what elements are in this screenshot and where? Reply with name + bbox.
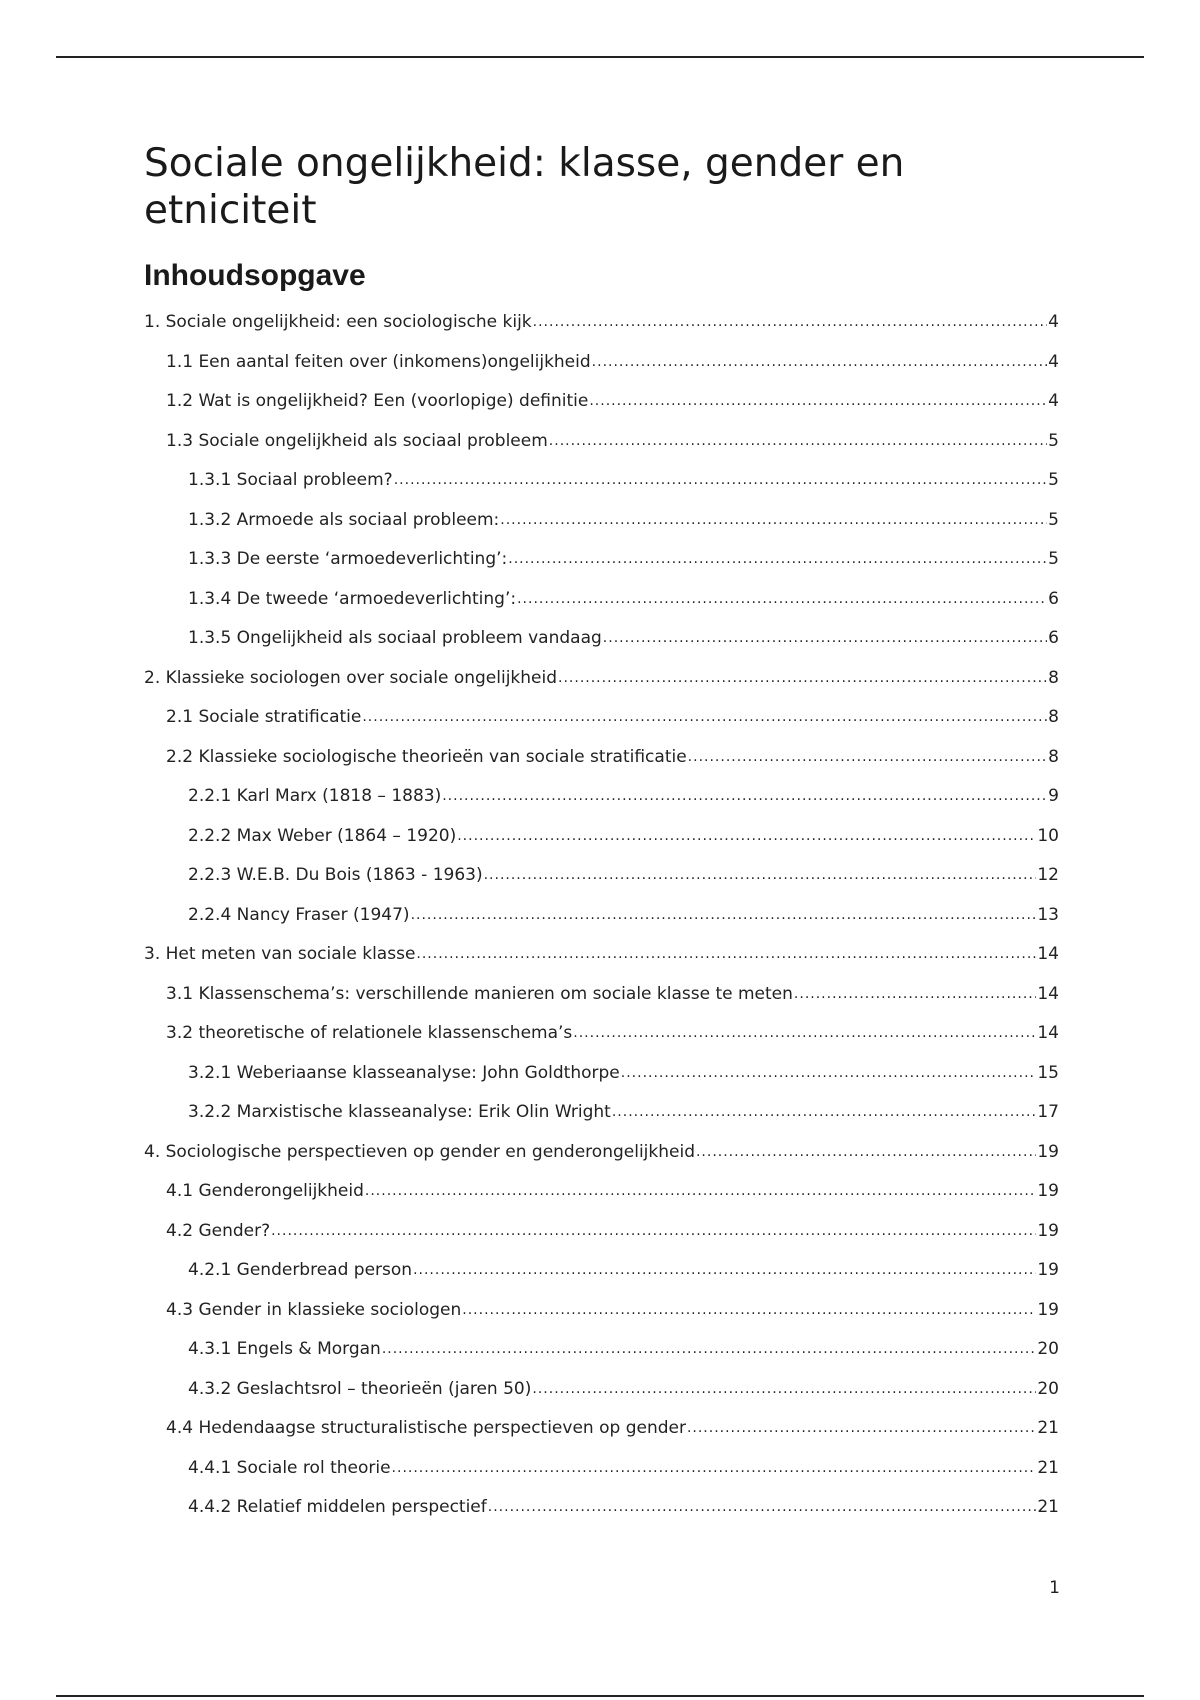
toc-leader-dots [271,1220,1036,1240]
toc-entry-text: 2.1 Sociale stratificatie [166,707,362,727]
toc-leader-dots [794,983,1036,1003]
toc-entry-text: 4.2 Gender? [166,1220,271,1241]
toc-entry-text: 1.1 Een aantal feiten over (inkomens)ongelijkheid [166,351,591,372]
toc-entry[interactable] [144,549,1059,589]
toc-entry-text: 4.3 Gender in klassieke sociologen [166,1299,462,1320]
toc-entry[interactable] [144,628,1059,668]
toc-entry-text: 3.2.2 Marxistische klasseanalyse: Erik Olin Wright [188,1102,611,1122]
toc-entry-text: 1.3.5 Ongelijkheid als sociaal probleem vandaag [188,628,602,648]
toc-entry-page: 10 [1037,825,1059,846]
toc-entry-text: 4.3.1 Engels & Morgan [188,1339,381,1359]
toc-leader-dots [573,1022,1036,1042]
toc-entry-text: 1.2 Wat is ongelijkheid? Een (voorlopige) definitie [166,391,589,411]
toc-entry-page: 19 [1037,1220,1059,1241]
toc-leader-dots [457,825,1036,845]
toc-entry-text: 3.2.1 Weberiaanse klasseanalyse: John Goldthorpe [188,1062,620,1083]
toc-entry-page: 14 [1037,1023,1059,1043]
toc-leader-dots [362,706,1047,726]
toc-leader-dots [413,1259,1036,1279]
toc-entry-page: 20 [1037,1339,1059,1359]
toc-entry[interactable] [144,589,1059,629]
toc-entry-text: 1. Sociale ongelijkheid: een sociologische kijk [144,312,532,332]
toc-entry[interactable] [144,1458,1059,1498]
toc-entry[interactable] [144,510,1059,550]
table-of-contents [144,312,1059,1537]
toc-entry[interactable] [144,1023,1059,1063]
toc-entry-text: 3.2 theoretische of relationele klassenschema’s [166,1023,573,1043]
toc-entry-page: 19 [1037,1141,1059,1162]
toc-leader-dots [603,627,1047,647]
toc-leader-dots [411,904,1037,924]
toc-entry-text: 2.2.2 Max Weber (1864 – 1920) [188,825,457,846]
toc-leader-dots [687,1417,1036,1437]
toc-entry[interactable] [144,431,1059,471]
document-header [144,140,1059,294]
toc-leader-dots [500,509,1047,529]
toc-entry[interactable] [144,747,1059,787]
toc-entry[interactable] [144,1497,1059,1537]
toc-entry-page: 14 [1037,944,1059,964]
toc-entry-text: 4.4 Hedendaagse structuralistische perspectieven op gender [166,1418,686,1438]
toc-entry-page: 15 [1037,1062,1059,1083]
toc-entry-text: 1.3.2 Armoede als sociaal probleem: [188,509,500,530]
toc-entry[interactable] [144,984,1059,1024]
toc-leader-dots [533,311,1048,331]
toc-leader-dots [488,1496,1037,1516]
toc-entry-text: 2.2 Klassieke sociologische theorieën van sociale stratificatie [166,746,687,767]
page-number: 1 [1049,1578,1060,1598]
toc-entry-text: 1.3 Sociale ongelijkheid als sociaal probleem [166,430,548,451]
toc-entry[interactable] [144,1339,1059,1379]
toc-entry-page: 8 [1048,667,1059,688]
toc-entry-page: 9 [1048,786,1059,806]
toc-leader-dots [532,1378,1036,1398]
toc-entry[interactable] [144,826,1059,866]
toc-leader-dots [365,1180,1036,1200]
toc-leader-dots [508,548,1047,568]
toc-leader-dots [484,864,1037,884]
toc-entry-text: 4.4.1 Sociale rol theorie [188,1457,391,1478]
toc-leader-dots [517,588,1047,608]
toc-entry-text: 4. Sociologische perspectieven op gender en genderongelijkheid [144,1141,695,1162]
toc-entry[interactable] [144,352,1059,392]
toc-leader-dots [394,469,1047,489]
toc-entry-page: 6 [1048,588,1059,609]
toc-entry-page: 19 [1037,1260,1059,1280]
toc-entry[interactable] [144,1260,1059,1300]
toc-entry-page: 4 [1048,391,1059,411]
toc-entry-page: 21 [1037,1457,1059,1478]
toc-entry-page: 5 [1048,470,1059,490]
toc-entry-text: 1.3.4 De tweede ‘armoedeverlichting’: [188,588,517,609]
toc-entry-text: 2.2.4 Nancy Fraser (1947) [188,904,410,925]
toc-entry[interactable] [144,1142,1059,1182]
toc-entry-page: 6 [1048,628,1059,648]
toc-entry-text: 2.2.3 W.E.B. Du Bois (1863 - 1963) [188,865,483,885]
toc-entry-page: 17 [1037,1102,1059,1122]
toc-entry[interactable] [144,668,1059,708]
toc-entry[interactable] [144,1063,1059,1103]
document-title: Sociale ongelijkheid: klasse, gender en etniciteit [144,141,905,233]
toc-entry[interactable] [144,1221,1059,1261]
toc-leader-dots [558,667,1047,687]
toc-entry-text: 4.3.2 Geslachtsrol – theorieën (jaren 50) [188,1378,532,1399]
toc-entry[interactable] [144,312,1059,352]
toc-entry[interactable] [144,1181,1059,1221]
toc-entry-text: 1.3.1 Sociaal probleem? [188,470,393,490]
toc-leader-dots [416,943,1036,963]
toc-entry[interactable] [144,1379,1059,1419]
toc-leader-dots [696,1141,1036,1161]
toc-entry[interactable] [144,707,1059,747]
toc-entry-page: 14 [1037,983,1059,1004]
toc-entry-text: 3. Het meten van sociale klasse [144,944,416,964]
toc-entry-page: 4 [1048,312,1059,332]
toc-leader-dots [589,390,1047,410]
toc-entry-text: 1.3.3 De eerste ‘armoedeverlichting’: [188,549,508,569]
toc-entry[interactable] [144,1300,1059,1340]
toc-leader-dots [612,1101,1037,1121]
header-rule [56,56,1144,58]
toc-leader-dots [462,1299,1036,1319]
toc-entry-text: 3.1 Klassenschema’s: verschillende manieren om sociale klasse te meten [166,983,793,1004]
toc-entry-text: 4.2.1 Genderbread person [188,1260,413,1280]
toc-entry-page: 4 [1048,351,1059,372]
toc-entry-page: 5 [1048,430,1059,451]
toc-entry-page: 13 [1037,904,1059,925]
toc-entry-text: 4.1 Genderongelijkheid [166,1181,364,1201]
toc-entry-page: 12 [1037,865,1059,885]
toc-leader-dots [688,746,1048,766]
toc-entry[interactable] [144,391,1059,431]
toc-entry[interactable] [144,1102,1059,1142]
toc-entry-page: 21 [1037,1497,1059,1517]
toc-leader-dots [592,351,1048,371]
toc-entry-page: 8 [1048,707,1059,727]
toc-heading: Inhoudsopgave [144,259,366,292]
toc-entry-page: 21 [1037,1418,1059,1438]
toc-entry[interactable] [144,865,1059,905]
toc-leader-dots [382,1338,1037,1358]
toc-entry-page: 5 [1048,509,1059,530]
toc-entry-page: 20 [1037,1378,1059,1399]
toc-leader-dots [621,1062,1037,1082]
toc-entry-page: 8 [1048,746,1059,767]
toc-entry-page: 19 [1037,1299,1059,1320]
toc-leader-dots [549,430,1047,450]
toc-entry-text: 4.4.2 Relatief middelen perspectief [188,1497,487,1517]
toc-leader-dots [442,785,1047,805]
footer-rule [56,1695,1144,1697]
toc-entry[interactable] [144,786,1059,826]
toc-entry[interactable] [144,1418,1059,1458]
toc-entry[interactable] [144,944,1059,984]
toc-leader-dots [392,1457,1037,1477]
toc-entry[interactable] [144,905,1059,945]
toc-entry-text: 2.2.1 Karl Marx (1818 – 1883) [188,786,442,806]
toc-entry[interactable] [144,470,1059,510]
toc-entry-text: 2. Klassieke sociologen over sociale ongelijkheid [144,667,558,688]
toc-entry-page: 5 [1048,549,1059,569]
toc-entry-page: 19 [1037,1181,1059,1201]
